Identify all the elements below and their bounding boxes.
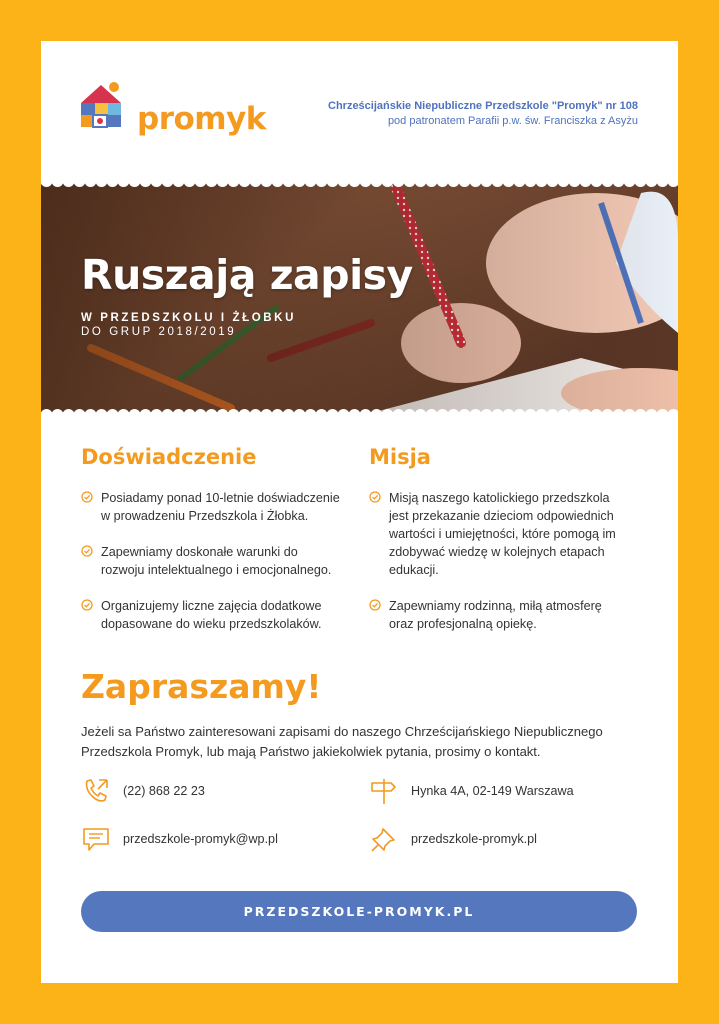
brand-name: promyk <box>137 101 266 137</box>
list-item <box>81 543 371 579</box>
check-icon <box>81 599 93 611</box>
item-line: Misją naszego katolickiego przedszkola <box>389 491 610 505</box>
flyer-card <box>41 41 678 983</box>
hero-subtitle <box>81 311 296 339</box>
list-item <box>369 597 649 633</box>
org-name: Chrześcijańskie Niepubliczne Przedszkole "Promyk" nr 108 <box>328 100 638 112</box>
website-text: przedszkole-promyk.pl <box>411 832 537 846</box>
experience-title: Doświadczenie <box>81 445 257 469</box>
check-icon <box>81 491 93 503</box>
contact-website[interactable] <box>369 824 537 854</box>
check-icon <box>369 599 381 611</box>
item-line: zdobywać wiedzę w kolejnych etapach <box>389 545 605 559</box>
website-button[interactable]: PRZEDSZKOLE-PROMYK.PL <box>81 891 637 932</box>
list-item <box>81 489 371 525</box>
org-patronage: pod patronatem Parafii p.w. św. Franciszka z Asyżu <box>387 115 638 127</box>
item-line: rozwoju intelektualnego i emocjonalnego. <box>101 563 332 577</box>
contact-email[interactable] <box>81 824 278 854</box>
experience-list <box>81 489 371 651</box>
phone-number: (22) 868 22 23 <box>123 784 205 798</box>
invite-title: Zapraszamy! <box>81 667 322 706</box>
invite-line: Jeżeli sa Państwo zainteresowani zapisami do naszego Chrześcijańskiego Niepublicznego <box>81 724 603 739</box>
invite-line: Przedszkola Promyk, lub mają Państwo jakiekolwiek pytania, prosimy o kontakt. <box>81 744 541 759</box>
item-line: dopasowane do wieku przedszkolaków. <box>101 617 322 631</box>
list-item <box>81 597 371 633</box>
mission-list <box>369 489 649 651</box>
item-line: Organizujemy liczne zajęcia dodatkowe <box>101 599 322 613</box>
invite-text <box>81 722 641 762</box>
item-line: wartości i umiejętności, które pomogą im <box>389 527 616 541</box>
mission-title: Misja <box>369 445 431 469</box>
email-text: przedszkole-promyk@wp.pl <box>123 832 278 846</box>
item-line: w prowadzeniu Przedszkola i Żłobka. <box>101 509 309 523</box>
list-item <box>369 489 649 579</box>
hero-banner <box>41 183 678 413</box>
hero-subtitle-line1: W PRZEDSZKOLU I ŻŁOBKU <box>81 312 296 324</box>
signpost-icon <box>369 776 399 806</box>
item-line: Zapewniamy doskonałe warunki do <box>101 545 298 559</box>
pin-icon <box>369 824 399 854</box>
item-line: edukacji. <box>389 563 439 577</box>
address-text: Hynka 4A, 02-149 Warszawa <box>411 784 574 798</box>
contact-phone[interactable] <box>81 776 205 806</box>
hero-subtitle-line2: DO GRUP 2018/2019 <box>81 326 237 338</box>
item-line: jest przekazanie dzieciom odpowiednich <box>389 509 614 523</box>
hero-title: Ruszają zapisy <box>81 251 413 299</box>
chat-icon <box>81 824 111 854</box>
check-icon <box>81 545 93 557</box>
promyk-logo-icon <box>79 81 123 135</box>
item-line: Posiadamy ponad 10-letnie doświadczenie <box>101 491 340 505</box>
item-line: oraz profesjonalną opiekę. <box>389 617 537 631</box>
check-icon <box>369 491 381 503</box>
item-line: Zapewniamy rodzinną, miłą atmosferę <box>389 599 602 613</box>
contact-address[interactable] <box>369 776 574 806</box>
phone-icon <box>81 776 111 806</box>
org-info <box>328 99 638 129</box>
